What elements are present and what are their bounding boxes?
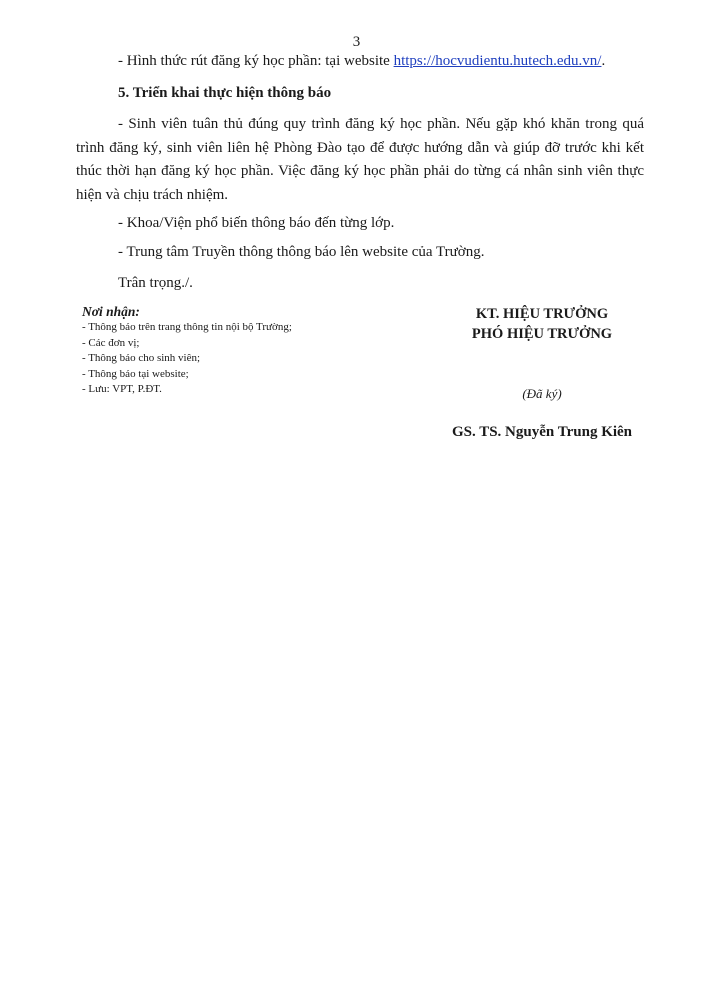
- page-number: 3: [352, 34, 361, 50]
- closing-line: Trân trọng./.: [118, 275, 193, 291]
- communication-bullet: - Trung tâm Truyền thông thông báo lên website của Trường.: [118, 244, 485, 260]
- recipient-item: - Thông báo cho sinh viên;: [82, 352, 201, 364]
- recipient-item: - Thông báo tại website;: [82, 367, 189, 380]
- section-heading: 5. Triển khai thực hiện thông báo: [118, 85, 332, 101]
- recipient-item: - Lưu: VPT, P.ĐT.: [82, 383, 162, 395]
- signatory-name: GS. TS. Nguyễn Trung Kiên: [451, 424, 633, 440]
- withdrawal-method-period: .: [601, 53, 606, 69]
- registration-paragraph: - Sinh viên tuân thủ đúng quy trình đăng ký học phần. Nếu gặp khó khăn trong quá trình đăng ký, sinh viên liên hệ Phòng Đào tạo để được hướng dẫn và giúp đỡ trước khi kết thúc thời hạn đăng ký học phần. Việc đăng ký học phần phải do từng cá nhân sinh viên thực hiện và chịu trách nhiệm.: [76, 116, 644, 203]
- withdrawal-method-text: - Hình thức rút đăng ký học phần: tại website: [118, 53, 394, 69]
- faculty-bullet: - Khoa/Viện phổ biến thông báo đến từng lớp.: [118, 215, 395, 231]
- signature-block: [442, 304, 642, 402]
- signed-note: (Đã ký): [522, 386, 562, 401]
- website-link[interactable]: https://hocvudientu.hutech.edu.vn/: [393, 53, 602, 69]
- signatory-title-line-2: PHÓ HIỆU TRƯỞNG: [471, 326, 613, 342]
- recipients-title: Nơi nhận:: [82, 304, 140, 319]
- withdrawal-method-line: [118, 51, 605, 71]
- recipients-block: [82, 304, 382, 398]
- recipient-item: - Các đơn vị;: [82, 336, 140, 349]
- signatory-title-line-1: KT. HIỆU TRƯỞNG: [475, 306, 609, 322]
- recipient-item: - Thông báo trên trang thông tin nội bộ Trường;: [82, 321, 292, 333]
